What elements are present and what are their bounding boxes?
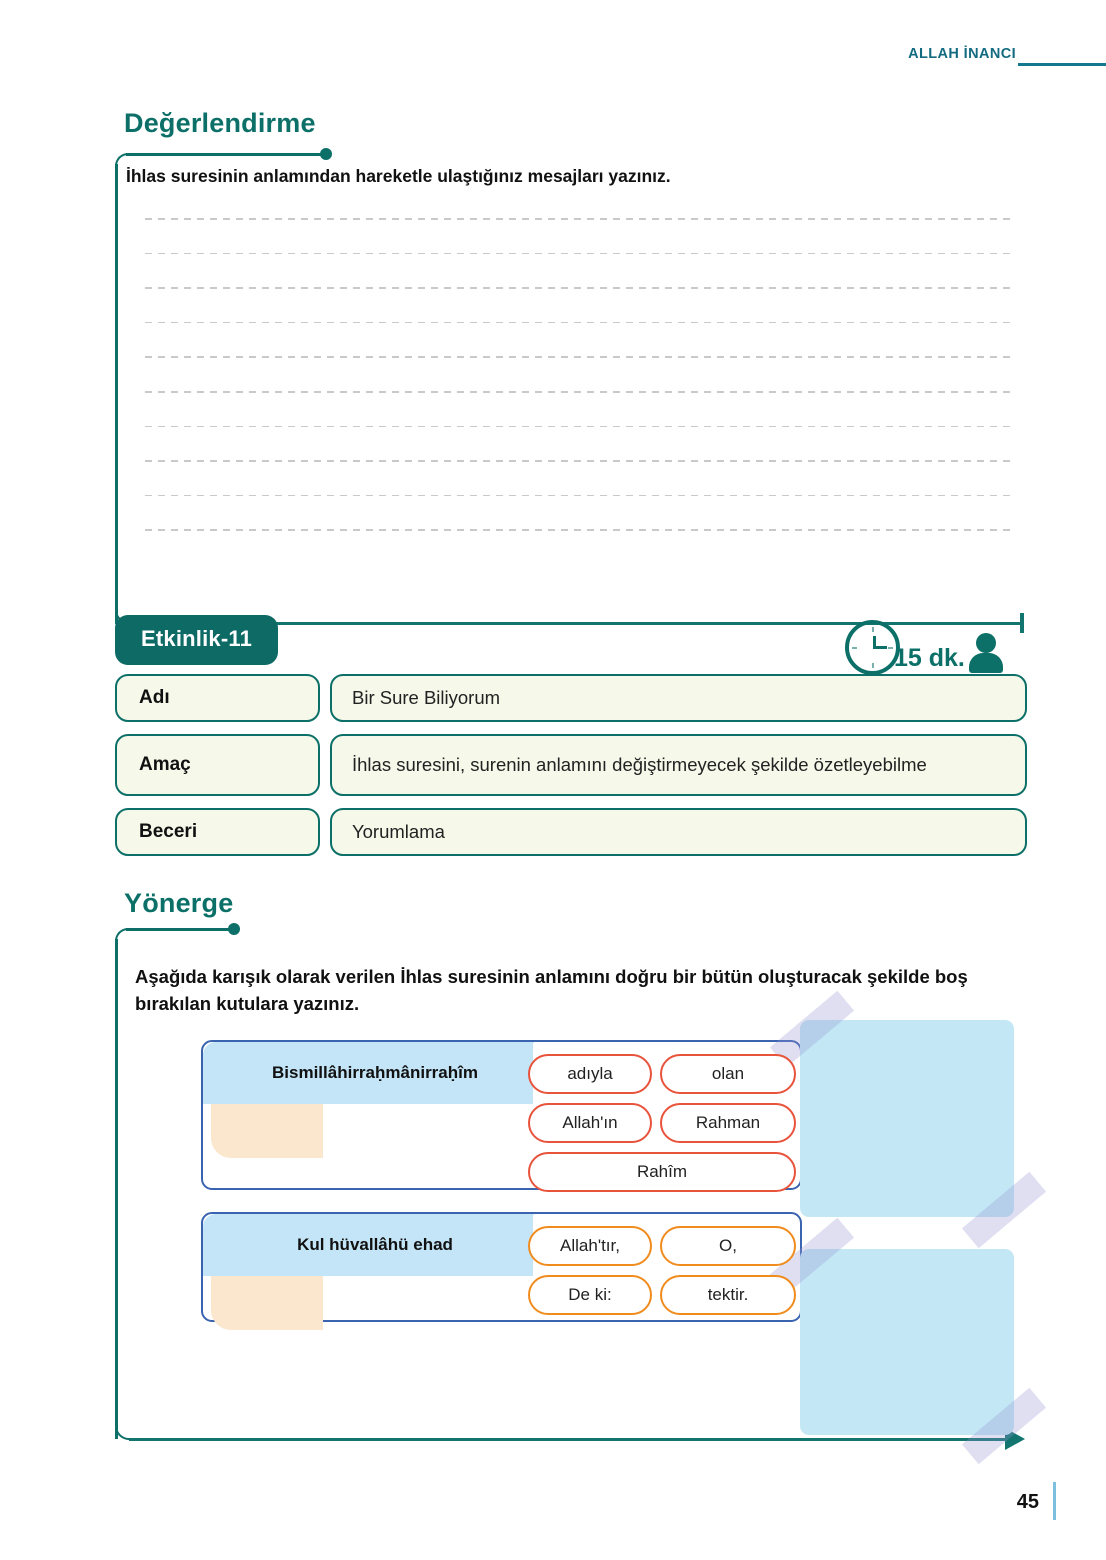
directive-heading-dot-icon — [228, 923, 240, 935]
evaluation-heading: Değerlendirme — [124, 108, 316, 138]
writing-line[interactable] — [145, 218, 1010, 220]
writing-line[interactable] — [145, 391, 1010, 393]
activity-badge: Etkinlik-11 — [115, 615, 278, 665]
exercise-card-answer-tab[interactable] — [211, 1104, 323, 1158]
word-pill[interactable]: adıyla — [528, 1054, 652, 1094]
writing-line[interactable] — [145, 426, 1010, 428]
word-pill[interactable]: Rahîm — [528, 1152, 796, 1192]
word-pill[interactable]: Allah'ın — [528, 1103, 652, 1143]
writing-line[interactable] — [145, 356, 1010, 358]
person-icon — [969, 633, 1003, 673]
field-label-adi: Adı — [115, 674, 320, 722]
directive-instruction: Aşağıda karışık olarak verilen İhlas suresinin anlamını doğru bir bütün oluşturacak şekilde boş bırakılan kutulara yazınız. — [135, 966, 968, 1014]
field-value-beceri: Yorumlama — [330, 808, 1027, 856]
sticky-note[interactable] — [800, 1020, 1014, 1217]
page-header — [0, 44, 1106, 74]
evaluation-question: İhlas suresinin anlamından hareketle ulaştığınız mesajları yazınız. — [126, 166, 671, 186]
writing-line[interactable] — [145, 460, 1010, 462]
activity-fields — [115, 674, 1027, 868]
word-pill-group — [528, 1226, 796, 1315]
directive-frame-top-rule — [126, 928, 234, 931]
field-label-amac: Amaç — [115, 734, 320, 796]
exercise-card-label-tab — [203, 1214, 533, 1276]
evaluation-answer-area[interactable] — [145, 218, 1010, 564]
writing-line[interactable] — [145, 253, 1010, 255]
activity-field-row — [115, 674, 1027, 722]
unit-title: ALLAH İNANCI — [908, 46, 1016, 62]
word-pill[interactable]: O, — [660, 1226, 796, 1266]
directive-frame-bottom-rule — [129, 1438, 1009, 1441]
field-label-beceri: Beceri — [115, 808, 320, 856]
exercise-card-label: Bismillâhirraḥmânirraḥîm — [272, 1063, 478, 1082]
evaluation-frame-top-rule — [126, 153, 326, 156]
page-number-bar — [1053, 1482, 1056, 1520]
exercise-card-label-tab — [203, 1042, 533, 1104]
exercise-card-answer-tab[interactable] — [211, 1276, 323, 1330]
exercise-card-body — [201, 1040, 802, 1190]
activity-duration — [845, 620, 1003, 675]
directive-heading: Yönerge — [124, 888, 234, 918]
exercise-card-label: Kul hüvallâhü ehad — [297, 1235, 453, 1254]
page-number: 45 — [1016, 1491, 1039, 1513]
evaluation-frame-left-rule — [115, 164, 118, 624]
activity-field-row — [115, 808, 1027, 856]
evaluation-frame-end-tick — [1020, 613, 1024, 633]
activity-field-row — [115, 734, 1027, 796]
word-pill[interactable]: tektir. — [660, 1275, 796, 1315]
exercise-card-body — [201, 1212, 802, 1322]
word-pill[interactable]: olan — [660, 1054, 796, 1094]
header-rule — [1018, 63, 1106, 66]
sticky-note[interactable] — [800, 1249, 1014, 1435]
word-pill-group — [528, 1054, 796, 1192]
field-value-amac: İhlas suresini, surenin anlamını değiştirmeyecek şekilde özetleyebilme — [330, 734, 1027, 796]
writing-line[interactable] — [145, 495, 1010, 497]
tape-icon — [962, 1388, 1046, 1464]
word-pill[interactable]: Rahman — [660, 1103, 796, 1143]
duration-label: 15 dk. — [894, 644, 965, 672]
writing-line[interactable] — [145, 322, 1010, 324]
word-pill[interactable]: Allah'tır, — [528, 1226, 652, 1266]
writing-line[interactable] — [145, 529, 1010, 531]
evaluation-heading-dot-icon — [320, 148, 332, 160]
clock-icon — [845, 620, 900, 675]
writing-line[interactable] — [145, 287, 1010, 289]
word-pill[interactable]: De ki: — [528, 1275, 652, 1315]
field-value-adi: Bir Sure Biliyorum — [330, 674, 1027, 722]
directive-frame-left-rule — [115, 939, 118, 1439]
